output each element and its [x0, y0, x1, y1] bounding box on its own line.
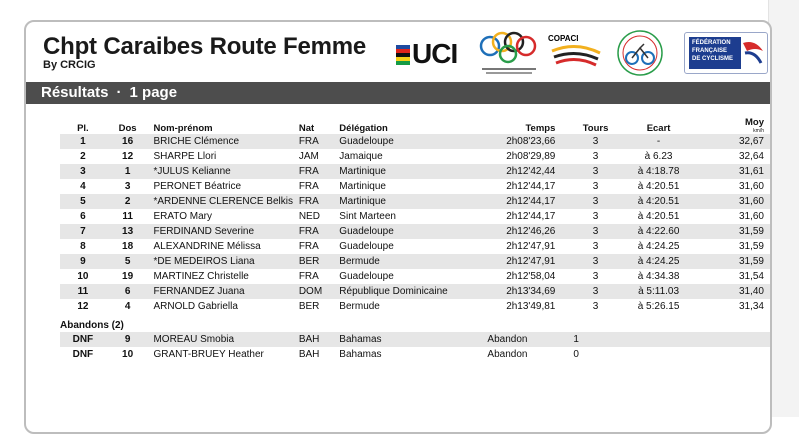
- col-moy: Moy km/h: [699, 116, 770, 134]
- cell-pl: 12: [77, 301, 89, 312]
- cell-ecart: -: [618, 134, 700, 149]
- cell-nat: BER: [299, 254, 339, 269]
- cell-moy: 31,59: [699, 254, 770, 269]
- cell-tours: 0: [573, 349, 579, 360]
- results-label: Résultats: [41, 84, 109, 101]
- cell-nat: FRA: [298, 271, 319, 282]
- cell-dos: 13: [106, 224, 150, 239]
- page-scrollbar[interactable]: [768, 0, 799, 417]
- results-card: [24, 20, 772, 434]
- cell-pl: 9: [60, 254, 106, 269]
- cell-dos: 19: [122, 271, 134, 282]
- cell-delegation: Bermude: [339, 301, 380, 312]
- copaci-emblem: [548, 43, 604, 71]
- cell-delegation: Bahamas: [339, 332, 459, 347]
- table-row: [60, 134, 770, 149]
- cell-dos: 6: [106, 284, 150, 299]
- cell-nat: FRA: [299, 164, 339, 179]
- table-row: [60, 149, 770, 164]
- page-count: 1 page: [129, 84, 178, 101]
- cell-pl: DNF: [72, 349, 94, 360]
- cell-ecart: à 6.23: [644, 151, 673, 162]
- cell-pl: 2: [80, 151, 86, 162]
- cell-tours: 3: [592, 181, 599, 192]
- cell-nat: JAM: [298, 151, 319, 162]
- cell-moy: 31,59: [738, 241, 764, 252]
- ffc-swoosh-icon: [741, 37, 765, 69]
- cell-empty: [618, 332, 700, 347]
- col-pl: Pl.: [77, 123, 89, 134]
- cell-delegation: Bahamas: [339, 349, 382, 360]
- cell-nom: MOREAU Smobia: [149, 332, 298, 347]
- results-section-header: [26, 82, 770, 104]
- cell-nom: ALEXANDRINE Mélissa: [153, 241, 261, 252]
- cell-pl: 7: [60, 224, 106, 239]
- cell-delegation: Martinique: [339, 194, 459, 209]
- cell-moy: 31,60: [699, 194, 770, 209]
- cell-dos: 4: [124, 301, 131, 312]
- cell-temps: 2h13'49,81: [506, 301, 556, 312]
- cell-nat: FRA: [298, 181, 319, 192]
- cell-tours: 3: [573, 254, 617, 269]
- cell-moy: 31,34: [738, 301, 764, 312]
- cell-ecart: à 4:20.51: [637, 211, 680, 222]
- cell-ecart: à 5:11.03: [618, 284, 700, 299]
- table-row: [60, 269, 770, 284]
- table-row: [60, 254, 770, 269]
- results-separator: ·: [116, 84, 122, 101]
- cell-dos: 9: [106, 332, 150, 347]
- cell-nom: PERONET Béatrice: [153, 181, 242, 192]
- cell-moy: 31,60: [738, 211, 764, 222]
- cell-nom: SHARPE Llori: [153, 151, 217, 162]
- cell-tours: 3: [592, 301, 599, 312]
- cell-dos: 5: [106, 254, 150, 269]
- cell-ecart: à 4:22.60: [618, 224, 700, 239]
- col-dos: Dos: [118, 123, 137, 134]
- cell-dos: 11: [122, 211, 133, 222]
- abandons-title-row: [60, 314, 770, 332]
- cell-empty: [699, 347, 770, 362]
- cell-ecart: à 4:24.25: [618, 254, 700, 269]
- cell-delegation: Martinique: [339, 164, 459, 179]
- page-subtitle: By CRCIG: [43, 59, 96, 71]
- cell-pl: 5: [60, 194, 106, 209]
- cell-tours: 3: [592, 241, 599, 252]
- cell-tours: 3: [592, 151, 599, 162]
- abandon-row: [60, 347, 770, 362]
- cell-nom: ARNOLD Gabriella: [153, 301, 238, 312]
- cell-dos: 12: [122, 151, 134, 162]
- cell-ecart: à 4:34.38: [637, 271, 680, 282]
- cell-temps: 2h08'23,66: [460, 134, 574, 149]
- cell-nom: ERATO Mary: [153, 211, 212, 222]
- results-body: [60, 134, 770, 314]
- results-table: [60, 116, 770, 362]
- cell-ecart: à 4:18.78: [618, 164, 700, 179]
- cell-moy: 32,67: [699, 134, 770, 149]
- cell-tours: 3: [573, 134, 617, 149]
- uci-logo: UCI: [396, 38, 457, 70]
- cell-nat: BAH: [299, 332, 339, 347]
- cell-ecart: à 4:20.51: [637, 181, 680, 192]
- cell-delegation: République Dominicaine: [339, 284, 459, 299]
- cell-dos: 10: [122, 349, 134, 360]
- cell-nom: BRICHE Clémence: [149, 134, 298, 149]
- cell-nat: FRA: [298, 241, 319, 252]
- cell-nat: FRA: [299, 224, 339, 239]
- abandons-title: Abandons (2): [60, 319, 124, 331]
- cell-pl: 11: [60, 284, 106, 299]
- cell-ecart: à 5:26.15: [637, 301, 680, 312]
- cell-delegation: Guadeloupe: [339, 134, 459, 149]
- cell-nat: DOM: [299, 284, 339, 299]
- page-title: Chpt Caraibes Route Femme: [43, 33, 367, 60]
- cell-moy: 31,60: [738, 181, 764, 192]
- table-row: [60, 224, 770, 239]
- cell-tours: 3: [573, 164, 617, 179]
- table-row: [60, 179, 770, 194]
- table-row: [60, 284, 770, 299]
- col-temps: Temps: [525, 123, 556, 134]
- cell-tours: 3: [573, 224, 617, 239]
- cell-tours: 3: [592, 271, 599, 282]
- table-row: [60, 164, 770, 179]
- cell-dos: 3: [124, 181, 131, 192]
- abandon-row: [60, 332, 770, 347]
- cell-empty: [618, 347, 700, 362]
- col-nat: Nat: [298, 123, 315, 134]
- cell-temps: 2h12'58,04: [506, 271, 556, 282]
- cell-ecart: à 4:24.25: [637, 241, 680, 252]
- cell-delegation: Martinique: [339, 181, 386, 192]
- cell-ecart: à 4:20.51: [618, 194, 700, 209]
- cell-nat: FRA: [299, 194, 339, 209]
- cell-dos: 16: [106, 134, 150, 149]
- cell-nat: NED: [298, 211, 320, 222]
- cell-temps: Abandon: [460, 332, 574, 347]
- cell-pl: 3: [60, 164, 106, 179]
- cell-delegation: Jamaique: [339, 151, 383, 162]
- cell-nat: BAH: [298, 349, 320, 360]
- cell-nom: GRANT-BRUEY Heather: [153, 349, 264, 360]
- cell-temps: 2h13'34,69: [460, 284, 574, 299]
- cell-delegation: Guadeloupe: [339, 224, 459, 239]
- cell-temps: 2h12'46,26: [460, 224, 574, 239]
- cell-moy: 32,64: [738, 151, 764, 162]
- cell-pl: 6: [80, 211, 86, 222]
- regional-cycling-logo: [610, 28, 670, 78]
- cell-nat: FRA: [299, 134, 339, 149]
- cell-tours: 3: [592, 211, 599, 222]
- col-nom: Nom-prénom: [153, 123, 213, 134]
- cell-tours: 3: [573, 284, 617, 299]
- cell-temps: 2h12'44,17: [506, 211, 556, 222]
- cell-nom: MARTINEZ Christelle: [153, 271, 249, 282]
- cell-moy: 31,61: [699, 164, 770, 179]
- cell-tours: 1: [573, 332, 617, 347]
- cell-delegation: Guadeloupe: [339, 271, 394, 282]
- cell-temps: 2h12'44,17: [460, 194, 574, 209]
- cell-delegation: Guadeloupe: [339, 241, 394, 252]
- ffc-logo: FÉDÉRATION FRANÇAISE DE CYCLISME: [684, 32, 768, 74]
- cell-nom: FERNANDEZ Juana: [149, 284, 298, 299]
- col-ecart: Ecart: [646, 123, 671, 134]
- cell-nat: BER: [298, 301, 320, 312]
- table-header-row: [60, 116, 770, 134]
- cell-dos: 1: [106, 164, 150, 179]
- cell-temps: Abandon: [487, 349, 528, 360]
- abandons-section: [60, 314, 770, 332]
- cell-nom: FERDINAND Severine: [149, 224, 298, 239]
- cell-delegation: Sint Marteen: [339, 211, 396, 222]
- cell-nom: *ARDENNE CLERENCE Belkis: [149, 194, 298, 209]
- table-row: [60, 194, 770, 209]
- col-tours: Tours: [582, 123, 609, 134]
- cell-moy: 31,54: [738, 271, 764, 282]
- cell-temps: 2h12'44,17: [506, 181, 556, 192]
- cell-temps: 2h12'47,91: [506, 241, 556, 252]
- cell-pl: 1: [60, 134, 106, 149]
- col-delegation: Délégation: [339, 123, 388, 134]
- cell-pl: 4: [80, 181, 86, 192]
- sponsor-logos: [388, 24, 768, 80]
- table-row: [60, 209, 770, 224]
- cell-moy: 31,59: [699, 224, 770, 239]
- cell-dos: 2: [106, 194, 150, 209]
- cell-temps: 2h12'47,91: [460, 254, 574, 269]
- cell-pl: DNF: [60, 332, 106, 347]
- cell-pl: 8: [80, 241, 86, 252]
- table-row: [60, 239, 770, 254]
- cell-dos: 18: [122, 241, 134, 252]
- cell-pl: 10: [77, 271, 89, 282]
- cell-temps: 2h08'29,89: [506, 151, 556, 162]
- cell-empty: [699, 332, 770, 347]
- cell-delegation: Bermude: [339, 254, 459, 269]
- caribbean-association-logo: [478, 28, 540, 78]
- copaci-logo: COPACI: [548, 34, 604, 74]
- moy-unit: km/h: [753, 128, 764, 134]
- cell-nom: *DE MEDEIROS Liana: [149, 254, 298, 269]
- cell-tours: 3: [573, 194, 617, 209]
- table-row: [60, 299, 770, 314]
- abandons-body: [60, 332, 770, 362]
- cell-nom: *JULUS Kelianne: [149, 164, 298, 179]
- cell-moy: 31,40: [699, 284, 770, 299]
- cell-temps: 2h12'42,44: [460, 164, 574, 179]
